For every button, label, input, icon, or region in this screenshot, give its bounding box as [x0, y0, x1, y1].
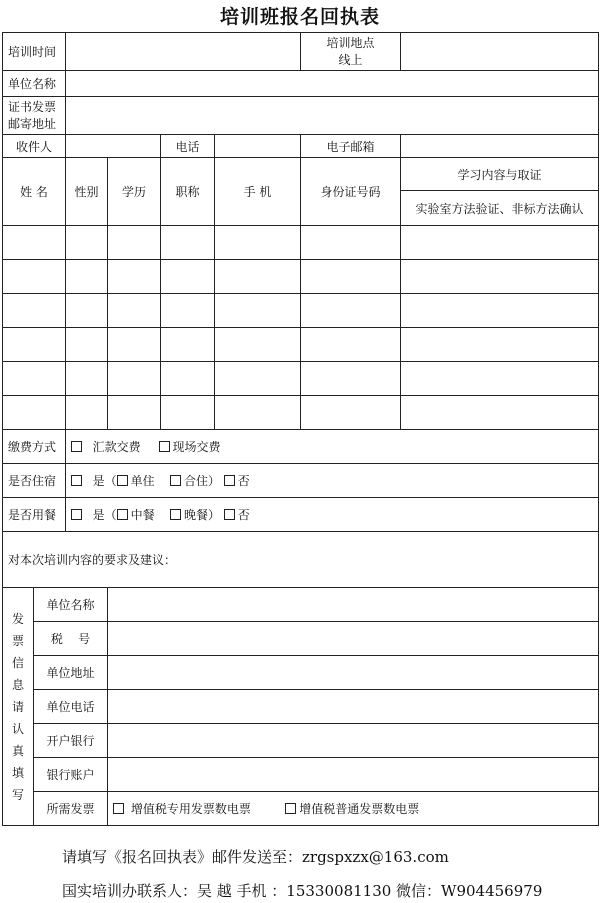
training-location-label-line1: 培训地点 — [326, 35, 375, 50]
course-cell[interactable] — [401, 396, 599, 430]
table-row — [3, 226, 599, 260]
education-cell[interactable] — [108, 260, 161, 294]
course-cell[interactable] — [401, 260, 599, 294]
education-cell[interactable] — [108, 396, 161, 430]
table-row — [3, 396, 599, 430]
name-cell[interactable] — [3, 328, 66, 362]
meal-label: 是否用餐 — [3, 498, 66, 532]
training-location-field[interactable] — [401, 33, 599, 71]
name-cell[interactable] — [3, 226, 66, 260]
invoice-bank-label: 开户银行 — [34, 724, 108, 758]
title-cell[interactable] — [161, 362, 215, 396]
email-field[interactable] — [401, 135, 599, 158]
gender-cell[interactable] — [66, 294, 108, 328]
col-header-education: 学历 — [108, 158, 161, 226]
col-header-name: 姓 名 — [3, 158, 66, 226]
invoice-phone-field[interactable] — [108, 690, 599, 724]
special-invoice-label: 增值税专用发票数电票 — [130, 802, 251, 816]
gender-cell[interactable] — [66, 362, 108, 396]
title-cell[interactable] — [161, 260, 215, 294]
unit-name-field[interactable] — [66, 71, 599, 97]
invoice-account-label: 银行账户 — [34, 758, 108, 792]
side-char: 真 — [11, 743, 24, 758]
mobile-cell[interactable] — [215, 362, 301, 396]
email-label: 电子邮箱 — [301, 135, 401, 158]
col-header-course-group: 学习内容与取证 — [401, 158, 599, 191]
mobile-cell[interactable] — [215, 294, 301, 328]
cert-address-field[interactable] — [66, 97, 599, 135]
id-cell[interactable] — [301, 396, 401, 430]
course-cell[interactable] — [401, 294, 599, 328]
id-cell[interactable] — [301, 226, 401, 260]
side-char: 填 — [11, 765, 24, 780]
recipient-label: 收件人 — [3, 135, 66, 158]
unit-name-label: 单位名称 — [3, 71, 66, 97]
footer-contact-line: 国实培训办联系人：吴 越 手机 ：15330081130 微信：W904456979 — [62, 882, 543, 900]
gender-cell[interactable] — [66, 396, 108, 430]
remit-label: 汇款交费 — [92, 440, 141, 454]
payment-label: 缴费方式 — [3, 430, 66, 464]
table-row — [3, 294, 599, 328]
invoice-needed-options — [108, 792, 599, 826]
meal-dinner-checkbox[interactable] — [170, 509, 181, 520]
recipient-field[interactable] — [66, 135, 161, 158]
course-cell[interactable] — [401, 328, 599, 362]
suggestion-field[interactable] — [3, 532, 599, 588]
training-time-label: 培训时间 — [3, 33, 66, 71]
education-cell[interactable] — [108, 226, 161, 260]
col-header-title: 职称 — [161, 158, 215, 226]
lodging-shared-checkbox[interactable] — [170, 475, 181, 486]
invoice-side-label — [3, 588, 34, 826]
invoice-address-label: 单位地址 — [34, 656, 108, 690]
meal-options — [66, 498, 599, 532]
training-location-label — [301, 33, 401, 71]
col-header-course: 实验室方法验证、非标方法确认 — [401, 191, 599, 226]
meal-no-checkbox[interactable] — [224, 509, 235, 520]
side-char: 信 — [11, 655, 24, 670]
title-cell[interactable] — [161, 294, 215, 328]
course-cell[interactable] — [401, 226, 599, 260]
mobile-cell[interactable] — [215, 260, 301, 294]
side-char: 票 — [11, 633, 24, 648]
side-char: 请 — [11, 699, 24, 714]
invoice-account-field[interactable] — [108, 758, 599, 792]
col-header-mobile: 手 机 — [215, 158, 301, 226]
invoice-tax-no-field[interactable] — [108, 622, 599, 656]
title-cell[interactable] — [161, 226, 215, 260]
lodging-label: 是否住宿 — [3, 464, 66, 498]
title-cell[interactable] — [161, 396, 215, 430]
meal-dinner-label: 晚餐） — [183, 508, 220, 522]
normal-invoice-label: 增值税普通发票数电票 — [299, 802, 420, 816]
meal-no-label: 否 — [237, 508, 250, 522]
side-char: 认 — [11, 721, 24, 736]
phone-label: 电话 — [161, 135, 215, 158]
education-cell[interactable] — [108, 362, 161, 396]
name-cell[interactable] — [3, 294, 66, 328]
gender-cell[interactable] — [66, 260, 108, 294]
remit-checkbox[interactable] — [71, 441, 82, 452]
table-row — [3, 362, 599, 396]
lodging-shared-label: 合住） — [183, 474, 220, 488]
lodging-yes-label: 是（ — [92, 474, 117, 488]
table-row — [3, 260, 599, 294]
invoice-tax-no-label: 税 号 — [34, 622, 108, 656]
phone-field[interactable] — [215, 135, 301, 158]
meal-yes-label: 是（ — [92, 508, 117, 522]
payment-options — [66, 430, 599, 464]
lodging-no-checkbox[interactable] — [224, 475, 235, 486]
footer-email-line: 请填写《报名回执表》邮件发送至：zrgspxzx@163.com — [62, 848, 449, 866]
invoice-address-field[interactable] — [108, 656, 599, 690]
title-cell[interactable] — [161, 328, 215, 362]
training-location-label-line2: 线上 — [338, 52, 363, 67]
education-cell[interactable] — [108, 328, 161, 362]
suggestion-label: 对本次培训内容的要求及建议： — [8, 553, 177, 567]
meal-lunch-label: 中餐 — [130, 508, 155, 522]
registration-form — [2, 32, 599, 826]
training-time-field[interactable] — [66, 33, 301, 71]
invoice-unit-name-field[interactable] — [108, 588, 599, 622]
id-cell[interactable] — [301, 294, 401, 328]
table-row — [3, 328, 599, 362]
mobile-cell[interactable] — [215, 226, 301, 260]
mobile-cell[interactable] — [215, 396, 301, 430]
gender-cell[interactable] — [66, 328, 108, 362]
meal-lunch-checkbox[interactable] — [117, 509, 128, 520]
cert-address-label-line1: 证书发票 — [8, 99, 57, 114]
name-cell[interactable] — [3, 362, 66, 396]
col-header-gender: 性别 — [66, 158, 108, 226]
side-char: 发 — [11, 611, 24, 626]
cert-address-label — [3, 97, 66, 135]
meal-yes-checkbox[interactable] — [71, 509, 82, 520]
col-header-id-number: 身份证号码 — [301, 158, 401, 226]
id-cell[interactable] — [301, 260, 401, 294]
course-cell[interactable] — [401, 362, 599, 396]
normal-invoice-checkbox[interactable] — [285, 803, 296, 814]
invoice-unit-name-label: 单位名称 — [34, 588, 108, 622]
lodging-single-label: 单住 — [130, 474, 155, 488]
name-cell[interactable] — [3, 396, 66, 430]
mobile-cell[interactable] — [215, 328, 301, 362]
lodging-no-label: 否 — [237, 474, 250, 488]
form-title: 培训班报名回执表 — [219, 6, 380, 28]
onsite-label: 现场交费 — [172, 440, 221, 454]
invoice-bank-field[interactable] — [108, 724, 599, 758]
id-cell[interactable] — [301, 362, 401, 396]
special-invoice-checkbox[interactable] — [113, 803, 124, 814]
side-char: 息 — [11, 677, 24, 692]
cert-address-label-line2: 邮寄地址 — [8, 116, 57, 131]
lodging-yes-checkbox[interactable] — [71, 475, 82, 486]
education-cell[interactable] — [108, 294, 161, 328]
lodging-single-checkbox[interactable] — [117, 475, 128, 486]
invoice-phone-label: 单位电话 — [34, 690, 108, 724]
invoice-needed-label: 所需发票 — [34, 792, 108, 826]
side-char: 写 — [11, 787, 24, 802]
id-cell[interactable] — [301, 328, 401, 362]
gender-cell[interactable] — [66, 226, 108, 260]
name-cell[interactable] — [3, 260, 66, 294]
lodging-options — [66, 464, 599, 498]
onsite-checkbox[interactable] — [159, 441, 170, 452]
